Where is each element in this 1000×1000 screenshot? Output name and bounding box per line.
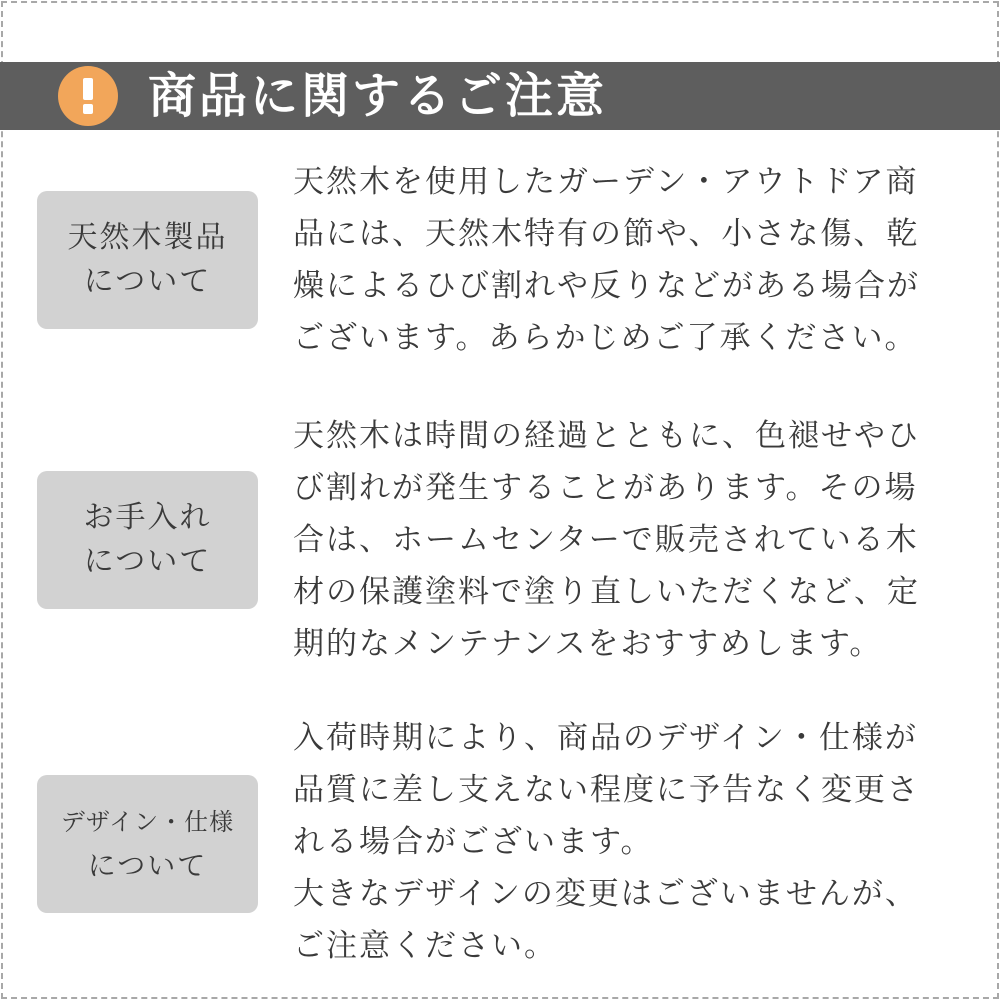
section-label-care bbox=[37, 471, 258, 609]
section-text-design-spec bbox=[293, 712, 973, 972]
text-line: 品には、天然木特有の節や、小さな傷、乾 bbox=[293, 216, 920, 252]
page-title: 商品に関するご注意 bbox=[148, 68, 608, 124]
section-label-line: 天然木製品 bbox=[67, 220, 228, 255]
text-line: 入荷時期により、商品のデザイン・仕様が bbox=[293, 720, 918, 756]
section-label-line: について bbox=[83, 544, 212, 579]
text-line: 合は、ホームセンターで販売されている木 bbox=[293, 522, 919, 558]
section-label-line: について bbox=[83, 264, 212, 299]
notice-header bbox=[0, 62, 1000, 130]
section-label-line: について bbox=[87, 849, 208, 882]
text-line: 材の保護塗料で塗り直しいただくなど、定 bbox=[293, 574, 920, 610]
text-line: 燥によるひび割れや反りなどがある場合が bbox=[293, 268, 920, 304]
text-line: 期的なメンテナンスをおすすめします。 bbox=[293, 626, 883, 662]
exclamation-bar bbox=[83, 78, 93, 100]
text-line: ございます。あらかじめご了承ください。 bbox=[293, 320, 918, 356]
exclamation-dot bbox=[83, 104, 93, 114]
text-line: 天然木は時間の経過とともに、色褪せやひ bbox=[293, 418, 920, 454]
section-label-line: デザイン・仕様 bbox=[60, 808, 235, 836]
text-line: 天然木を使用したガーデン・アウトドア商 bbox=[293, 164, 919, 200]
text-line: 大きなデザインの変更はございませんが、 bbox=[293, 876, 918, 912]
exclamation-icon bbox=[58, 66, 118, 126]
text-line: 品質に差し支えない程度に予告なく変更さ bbox=[293, 772, 920, 808]
section-text-care bbox=[293, 410, 973, 670]
section-label-design-spec bbox=[37, 775, 258, 913]
section-label-natural-wood bbox=[37, 191, 258, 329]
text-line: れる場合がございます。 bbox=[293, 824, 654, 860]
text-line: ご注意ください。 bbox=[293, 928, 557, 964]
section-text-natural-wood bbox=[293, 156, 973, 364]
text-line: び割れが発生することがあります。その場 bbox=[293, 470, 918, 506]
section-label-line: お手入れ bbox=[83, 500, 212, 535]
